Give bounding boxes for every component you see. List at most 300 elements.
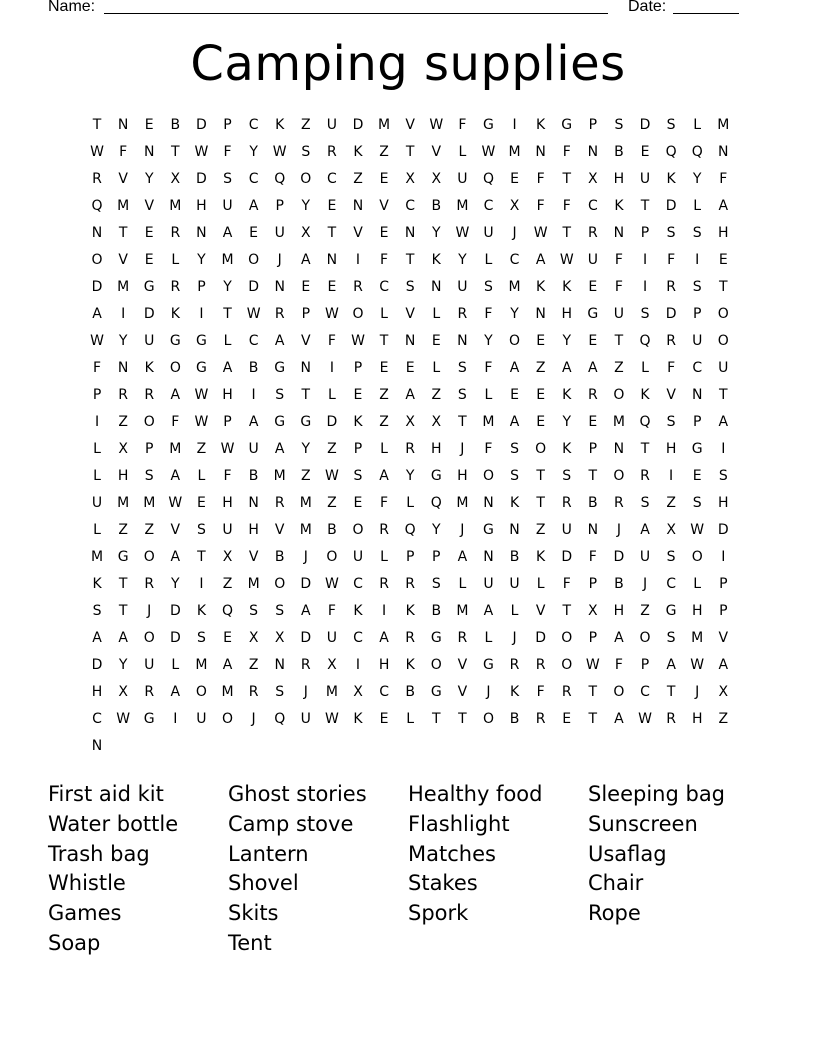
grid-letter[interactable]: B — [170, 117, 181, 133]
grid-letter[interactable]: E — [536, 387, 546, 403]
grid-letter[interactable]: R — [274, 495, 285, 511]
grid-letter[interactable]: X — [431, 414, 442, 430]
grid-letter[interactable]: L — [380, 441, 388, 457]
grid-letter[interactable]: M — [482, 414, 495, 430]
grid-letter[interactable]: U — [718, 360, 729, 376]
grid-letter[interactable]: G — [274, 360, 286, 376]
grid-letter[interactable]: E — [353, 387, 363, 403]
grid-letter[interactable]: H — [691, 711, 703, 727]
grid-letter[interactable]: F — [536, 198, 545, 214]
grid-letter[interactable]: H — [222, 495, 233, 511]
grid-letter[interactable]: D — [535, 630, 547, 646]
grid-letter[interactable]: W — [194, 414, 209, 430]
grid-letter[interactable]: T — [405, 252, 415, 268]
grid-letter[interactable]: E — [405, 360, 415, 376]
grid-letter[interactable]: G — [665, 603, 677, 619]
grid-letter[interactable]: K — [509, 495, 520, 511]
grid-letter[interactable]: C — [379, 279, 389, 295]
grid-letter[interactable]: H — [718, 225, 729, 241]
grid-letter[interactable]: L — [510, 603, 519, 619]
grid-letter[interactable]: L — [93, 468, 101, 484]
grid-letter[interactable]: R — [353, 279, 363, 295]
grid-letter[interactable]: H — [457, 468, 468, 484]
grid-letter[interactable]: G — [587, 306, 599, 322]
grid-letter[interactable]: P — [145, 441, 154, 457]
grid-letter[interactable]: Z — [248, 657, 259, 673]
grid-letter[interactable]: P — [640, 225, 650, 241]
grid-letter[interactable]: H — [196, 198, 207, 214]
grid-letter[interactable]: O — [222, 711, 234, 727]
grid-letter[interactable]: E — [249, 225, 259, 241]
grid-letter[interactable]: S — [692, 495, 702, 511]
grid-letter[interactable]: N — [535, 144, 546, 160]
grid-letter[interactable]: H — [222, 387, 233, 403]
grid-letter[interactable]: I — [173, 711, 178, 727]
grid-letter[interactable]: F — [562, 576, 571, 592]
grid-letter[interactable]: O — [509, 333, 521, 349]
grid-letter[interactable]: A — [509, 360, 520, 376]
grid-letter[interactable]: F — [223, 144, 232, 160]
grid-letter[interactable]: D — [561, 549, 573, 565]
grid-letter[interactable]: N — [274, 279, 285, 295]
grid-letter[interactable]: V — [457, 657, 468, 673]
grid-letter[interactable]: W — [324, 576, 339, 592]
grid-letter[interactable]: N — [143, 144, 155, 160]
grid-letter[interactable]: P — [353, 360, 363, 376]
grid-letter[interactable]: U — [509, 576, 520, 592]
grid-letter[interactable]: S — [405, 279, 415, 295]
grid-letter[interactable]: R — [379, 522, 389, 538]
grid-letter[interactable]: J — [642, 576, 648, 592]
grid-letter[interactable]: K — [640, 387, 650, 403]
grid-letter[interactable]: O — [613, 387, 625, 403]
grid-letter[interactable]: L — [693, 117, 702, 133]
grid-letter[interactable]: R — [457, 630, 468, 646]
grid-letter[interactable]: T — [588, 711, 598, 727]
grid-letter[interactable]: M — [299, 522, 312, 538]
grid-letter[interactable]: O — [430, 657, 442, 673]
grid-letter[interactable]: V — [170, 522, 181, 538]
grid-letter[interactable]: R — [170, 279, 181, 295]
grid-letter[interactable]: A — [614, 711, 624, 727]
grid-letter[interactable]: Q — [274, 171, 286, 187]
grid-letter[interactable]: L — [641, 360, 649, 376]
grid-letter[interactable]: L — [93, 441, 101, 457]
grid-letter[interactable]: R — [587, 225, 598, 241]
grid-letter[interactable]: H — [691, 603, 703, 619]
grid-letter[interactable]: E — [588, 279, 598, 295]
grid-letter[interactable]: Y — [510, 306, 519, 322]
grid-letter[interactable]: S — [640, 495, 650, 511]
grid-letter[interactable]: U — [248, 441, 259, 457]
grid-letter[interactable]: T — [588, 684, 598, 700]
grid-letter[interactable]: Z — [118, 522, 128, 538]
grid-letter[interactable]: I — [199, 306, 204, 322]
grid-letter[interactable]: W — [455, 225, 470, 241]
grid-letter[interactable]: A — [222, 225, 233, 241]
grid-letter[interactable]: P — [719, 576, 728, 592]
grid-letter[interactable]: J — [512, 630, 517, 646]
grid-letter[interactable]: A — [718, 414, 729, 430]
grid-letter[interactable]: U — [457, 171, 468, 187]
grid-letter[interactable]: Y — [692, 171, 702, 187]
grid-letter[interactable]: R — [144, 387, 155, 403]
grid-letter[interactable]: T — [379, 333, 389, 349]
grid-letter[interactable]: L — [406, 711, 415, 727]
grid-letter[interactable]: B — [327, 522, 337, 538]
grid-letter[interactable]: Y — [431, 522, 441, 538]
grid-letter[interactable]: S — [275, 387, 285, 403]
grid-letter[interactable]: I — [329, 360, 334, 376]
grid-letter[interactable]: Y — [197, 252, 206, 268]
grid-letter[interactable]: M — [378, 117, 391, 133]
grid-letter[interactable]: S — [666, 630, 676, 646]
grid-letter[interactable]: V — [405, 117, 415, 133]
grid-letter[interactable]: B — [614, 576, 624, 592]
grid-letter[interactable]: Z — [718, 711, 729, 727]
grid-letter[interactable]: R — [144, 576, 155, 592]
grid-letter[interactable]: Y — [301, 198, 311, 214]
grid-letter[interactable]: F — [119, 144, 128, 160]
grid-letter[interactable]: I — [251, 387, 256, 403]
grid-letter[interactable]: K — [353, 144, 363, 160]
grid-letter[interactable]: C — [509, 252, 520, 268]
grid-letter[interactable]: N — [613, 225, 625, 241]
grid-letter[interactable]: E — [692, 468, 702, 484]
grid-letter[interactable]: V — [301, 333, 311, 349]
grid-letter[interactable]: O — [300, 171, 312, 187]
grid-letter[interactable]: L — [458, 576, 467, 592]
grid-letter[interactable]: P — [588, 441, 598, 457]
grid-letter[interactable]: T — [458, 414, 467, 430]
grid-letter[interactable]: U — [144, 657, 155, 673]
grid-letter[interactable]: N — [691, 387, 703, 403]
grid-letter[interactable]: K — [353, 711, 363, 727]
grid-letter[interactable]: K — [405, 657, 415, 673]
grid-letter[interactable]: K — [536, 279, 546, 295]
grid-letter[interactable]: A — [483, 603, 494, 619]
grid-letter[interactable]: Y — [249, 144, 258, 160]
grid-letter[interactable]: S — [718, 468, 728, 484]
grid-letter[interactable]: F — [484, 360, 493, 376]
grid-letter[interactable]: B — [431, 603, 442, 619]
grid-letter[interactable]: A — [379, 468, 389, 484]
grid-letter[interactable]: Q — [665, 144, 677, 160]
grid-letter[interactable]: C — [248, 333, 259, 349]
grid-letter[interactable]: T — [562, 603, 572, 619]
grid-letter[interactable]: E — [588, 333, 598, 349]
grid-letter[interactable]: H — [613, 171, 625, 187]
grid-letter[interactable]: H — [248, 522, 259, 538]
grid-letter[interactable]: F — [380, 252, 389, 268]
grid-letter[interactable]: S — [692, 279, 702, 295]
grid-letter[interactable]: T — [719, 279, 728, 295]
grid-letter[interactable]: M — [169, 198, 182, 214]
grid-letter[interactable]: H — [431, 441, 442, 457]
grid-letter[interactable]: Z — [535, 522, 546, 538]
grid-letter[interactable]: E — [144, 117, 154, 133]
grid-letter[interactable]: Z — [379, 144, 389, 160]
grid-letter[interactable]: E — [640, 144, 650, 160]
grid-letter[interactable]: H — [718, 495, 729, 511]
grid-letter[interactable]: Q — [639, 333, 651, 349]
grid-letter[interactable]: N — [404, 225, 416, 241]
grid-letter[interactable]: Y — [171, 576, 180, 592]
grid-letter[interactable]: F — [588, 549, 597, 565]
grid-letter[interactable]: Y — [118, 333, 128, 349]
grid-letter[interactable]: F — [562, 198, 571, 214]
grid-letter[interactable]: Y — [562, 333, 572, 349]
grid-letter[interactable]: P — [223, 414, 232, 430]
grid-letter[interactable]: D — [300, 576, 312, 592]
grid-letter[interactable]: I — [355, 252, 361, 268]
grid-letter[interactable]: B — [431, 198, 442, 214]
grid-letter[interactable]: N — [248, 495, 259, 511]
grid-letter[interactable]: V — [431, 144, 442, 160]
grid-letter[interactable]: Q — [482, 171, 494, 187]
grid-letter[interactable]: K — [196, 603, 207, 619]
grid-letter[interactable]: P — [588, 576, 598, 592]
grid-letter[interactable]: A — [274, 441, 285, 457]
grid-letter[interactable]: E — [379, 360, 389, 376]
grid-letter[interactable]: Z — [196, 441, 207, 457]
grid-letter[interactable]: W — [324, 468, 339, 484]
grid-letter[interactable]: U — [222, 522, 233, 538]
grid-letter[interactable]: A — [301, 603, 311, 619]
grid-letter[interactable]: W — [90, 333, 104, 349]
grid-letter[interactable]: G — [430, 684, 442, 700]
grid-letter[interactable]: W — [585, 657, 600, 673]
grid-letter[interactable]: O — [535, 441, 547, 457]
grid-letter[interactable]: W — [638, 711, 652, 727]
grid-letter[interactable]: S — [510, 441, 519, 457]
grid-letter[interactable]: Z — [327, 441, 337, 457]
grid-letter[interactable]: I — [512, 117, 517, 133]
grid-letter[interactable]: U — [561, 522, 572, 538]
grid-letter[interactable]: T — [562, 171, 572, 187]
grid-letter[interactable]: V — [248, 549, 259, 565]
grid-letter[interactable]: C — [353, 630, 363, 646]
grid-letter[interactable]: T — [405, 144, 415, 160]
grid-letter[interactable]: L — [693, 198, 702, 214]
grid-letter[interactable]: O — [143, 630, 155, 646]
grid-letter[interactable]: X — [301, 225, 311, 241]
grid-letter[interactable]: A — [718, 657, 729, 673]
grid-letter[interactable]: E — [379, 171, 389, 187]
grid-letter[interactable]: Y — [562, 414, 572, 430]
grid-letter[interactable]: K — [275, 117, 285, 133]
grid-letter[interactable]: O — [482, 711, 494, 727]
grid-letter[interactable]: Z — [614, 360, 624, 376]
grid-letter[interactable]: Z — [353, 171, 363, 187]
grid-letter[interactable]: Q — [404, 522, 416, 538]
grid-letter[interactable]: I — [642, 252, 648, 268]
grid-letter[interactable]: F — [614, 657, 623, 673]
grid-letter[interactable]: K — [666, 171, 676, 187]
grid-letter[interactable]: R — [666, 279, 676, 295]
grid-letter[interactable]: X — [274, 630, 285, 646]
grid-letter[interactable]: P — [223, 117, 232, 133]
grid-letter[interactable]: L — [432, 306, 441, 322]
grid-letter[interactable]: Q — [274, 711, 286, 727]
grid-letter[interactable]: I — [355, 657, 361, 673]
grid-letter[interactable]: A — [170, 684, 181, 700]
grid-letter[interactable]: A — [118, 630, 128, 646]
grid-letter[interactable]: T — [118, 225, 128, 241]
grid-letter[interactable]: W — [272, 144, 287, 160]
grid-letter[interactable]: T — [640, 441, 650, 457]
grid-letter[interactable]: C — [405, 198, 416, 214]
grid-letter[interactable]: J — [460, 441, 465, 457]
grid-letter[interactable]: C — [353, 576, 363, 592]
grid-letter[interactable]: U — [639, 549, 651, 565]
grid-letter[interactable]: L — [536, 576, 545, 592]
grid-letter[interactable]: O — [143, 414, 155, 430]
grid-letter[interactable]: B — [405, 684, 415, 700]
grid-letter[interactable]: L — [380, 306, 388, 322]
grid-letter[interactable]: I — [199, 576, 204, 592]
grid-letter[interactable]: H — [665, 441, 677, 457]
grid-letter[interactable]: N — [274, 657, 285, 673]
grid-letter[interactable]: S — [666, 549, 676, 565]
grid-letter[interactable]: O — [169, 360, 181, 376]
grid-letter[interactable]: X — [405, 414, 415, 430]
grid-letter[interactable]: A — [379, 630, 389, 646]
grid-letter[interactable]: A — [666, 657, 676, 673]
grid-letter[interactable]: S — [249, 603, 259, 619]
grid-letter[interactable]: L — [197, 468, 206, 484]
grid-letter[interactable]: M — [221, 684, 234, 700]
grid-letter[interactable]: K — [614, 198, 624, 214]
grid-letter[interactable]: S — [144, 468, 154, 484]
grid-letter[interactable]: F — [719, 171, 728, 187]
grid-letter[interactable]: V — [379, 198, 389, 214]
grid-letter[interactable]: H — [117, 468, 129, 484]
grid-letter[interactable]: G — [195, 333, 207, 349]
grid-letter[interactable]: M — [299, 495, 312, 511]
grid-letter[interactable]: U — [326, 117, 338, 133]
grid-letter[interactable]: D — [143, 306, 155, 322]
grid-letter[interactable]: J — [616, 522, 621, 538]
grid-letter[interactable]: R — [170, 225, 181, 241]
grid-letter[interactable]: Z — [379, 387, 389, 403]
grid-letter[interactable]: A — [170, 468, 181, 484]
grid-letter[interactable]: E — [353, 495, 363, 511]
grid-letter[interactable]: K — [353, 603, 363, 619]
grid-letter[interactable]: S — [510, 468, 519, 484]
grid-letter[interactable]: S — [666, 225, 676, 241]
grid-letter[interactable]: L — [380, 549, 388, 565]
grid-letter[interactable]: N — [509, 522, 520, 538]
grid-letter[interactable]: V — [144, 198, 155, 214]
grid-letter[interactable]: F — [667, 360, 676, 376]
grid-letter[interactable]: W — [168, 495, 183, 511]
grid-letter[interactable]: D — [639, 117, 651, 133]
grid-letter[interactable]: J — [460, 522, 465, 538]
grid-letter[interactable]: P — [353, 441, 363, 457]
grid-letter[interactable]: K — [92, 576, 102, 592]
grid-letter[interactable]: M — [169, 441, 182, 457]
grid-letter[interactable]: E — [196, 495, 206, 511]
grid-letter[interactable]: T — [118, 603, 128, 619]
grid-letter[interactable]: G — [483, 522, 494, 538]
grid-letter[interactable]: Q — [691, 144, 703, 160]
grid-letter[interactable]: M — [91, 549, 104, 565]
grid-letter[interactable]: R — [666, 711, 676, 727]
grid-letter[interactable]: V — [718, 630, 729, 646]
grid-letter[interactable]: D — [91, 657, 103, 673]
grid-letter[interactable]: Y — [405, 468, 415, 484]
grid-letter[interactable]: O — [717, 333, 729, 349]
grid-letter[interactable]: W — [194, 387, 209, 403]
grid-letter[interactable]: S — [223, 171, 232, 187]
grid-letter[interactable]: F — [223, 468, 232, 484]
grid-letter[interactable]: V — [118, 252, 128, 268]
grid-letter[interactable]: E — [327, 198, 337, 214]
grid-letter[interactable]: Z — [301, 117, 311, 133]
grid-letter[interactable]: P — [197, 279, 206, 295]
grid-letter[interactable]: V — [274, 522, 285, 538]
grid-letter[interactable]: W — [194, 144, 209, 160]
grid-letter[interactable]: F — [536, 171, 545, 187]
grid-letter[interactable]: R — [144, 684, 155, 700]
grid-letter[interactable]: N — [483, 549, 494, 565]
grid-letter[interactable]: R — [640, 468, 650, 484]
grid-letter[interactable]: F — [93, 360, 102, 376]
grid-letter[interactable]: F — [484, 441, 493, 457]
grid-letter[interactable]: S — [275, 684, 285, 700]
grid-letter[interactable]: P — [92, 387, 102, 403]
grid-letter[interactable]: E — [536, 333, 546, 349]
grid-letter[interactable]: I — [642, 279, 648, 295]
grid-letter[interactable]: K — [536, 117, 546, 133]
grid-letter[interactable]: Q — [639, 414, 651, 430]
grid-letter[interactable]: M — [143, 495, 156, 511]
grid-letter[interactable]: O — [352, 522, 364, 538]
grid-letter[interactable]: M — [117, 279, 130, 295]
grid-letter[interactable]: D — [717, 522, 729, 538]
grid-letter[interactable]: I — [695, 252, 700, 268]
grid-letter[interactable]: R — [561, 495, 572, 511]
grid-letter[interactable]: F — [327, 603, 336, 619]
grid-letter[interactable]: Z — [535, 360, 546, 376]
grid-letter[interactable]: Y — [223, 279, 232, 295]
grid-letter[interactable]: Z — [379, 414, 389, 430]
grid-letter[interactable]: L — [171, 252, 180, 268]
grid-letter[interactable]: M — [221, 252, 234, 268]
grid-letter[interactable]: J — [303, 684, 308, 700]
grid-letter[interactable]: O — [639, 630, 651, 646]
grid-letter[interactable]: C — [692, 360, 703, 376]
grid-letter[interactable]: M — [456, 603, 469, 619]
grid-letter[interactable]: X — [588, 603, 598, 619]
grid-letter[interactable]: E — [144, 252, 154, 268]
grid-letter[interactable]: M — [273, 468, 286, 484]
grid-letter[interactable]: C — [587, 198, 598, 214]
grid-letter[interactable]: A — [170, 549, 181, 565]
grid-letter[interactable]: N — [535, 306, 546, 322]
grid-letter[interactable]: U — [222, 198, 233, 214]
grid-letter[interactable]: O — [195, 684, 207, 700]
grid-letter[interactable]: D — [91, 279, 103, 295]
grid-letter[interactable]: R — [535, 711, 546, 727]
grid-letter[interactable]: E — [718, 252, 728, 268]
grid-letter[interactable]: H — [91, 684, 103, 700]
grid-letter[interactable]: N — [117, 117, 129, 133]
grid-letter[interactable]: G — [143, 711, 155, 727]
grid-letter[interactable]: J — [695, 684, 700, 700]
grid-letter[interactable]: X — [718, 684, 729, 700]
